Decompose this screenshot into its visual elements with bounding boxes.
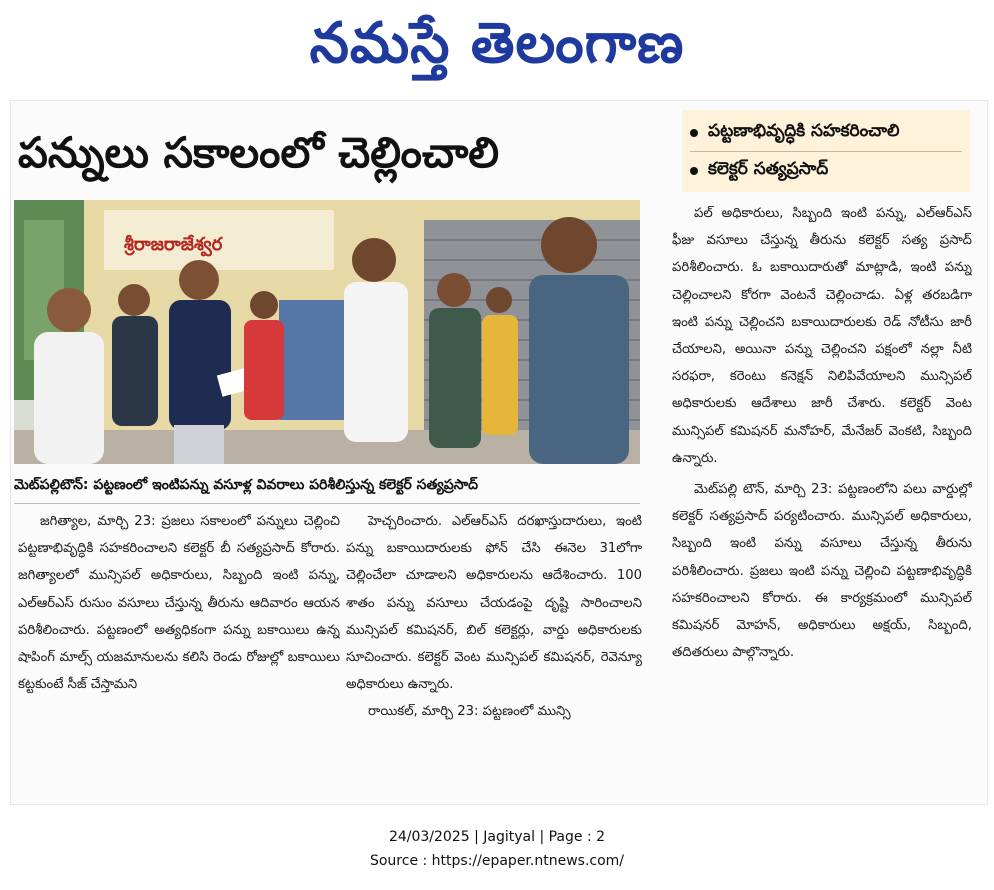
article-column-1 [18, 508, 340, 780]
highlights-box [682, 110, 970, 192]
photo-illustration [14, 200, 640, 464]
article-paragraph: మెట్‌పల్లి టౌన్, మార్చి 23: పట్టణంలోని పలు వార్డుల్లో కలెక్టర్ సత్యప్రసాద్ పర్యటించారు. మున్సిపల్ అధికారులు, సిబ్బంది ఇంటి పన్ను వసూలు చేస్తున్న తీరును పరిశీలించారు. ప్రజలు ఇంటి పన్ను చెల్లించి పట్టణాభివృద్ధికి సహకరించాలని కోరారు. ఈ కార్యక్రమంలో మున్సిపల్ కమిషనర్ మోహన్, అధికారులు అక్షయ్, సిబ్బంది, తదితరులు పాల్గొన్నారు. [672, 482, 972, 661]
shop-sign: శ్రీరాజరాజేశ్వర [124, 234, 223, 255]
bullet-icon [690, 167, 698, 175]
caption-rule [14, 503, 640, 504]
bullet-icon [690, 129, 698, 137]
article-column-2 [346, 508, 642, 780]
article-headline: పన్నులు సకాలంలో చెల్లించాలి [18, 128, 500, 177]
page-footer [0, 825, 994, 873]
article-paragraph: జగిత్యాల, మార్చి 23: ప్రజలు సకాలంలో పన్నులు చెల్లించి పట్టణాభివృద్ధికి సహకరించాలని కలెక్టర్ బీ సత్యప్రసాద్ కోరారు. జగిత్యాలలో మున్సిపల్ అధికారులు, సిబ్బంది ఇంటి పన్ను, ఎల్‌ఆర్‌ఎస్ రుసుం వసూలు చేస్తున్న తీరును ఆదివారం ఆయన పరిశీలించారు. పట్టణంలో అత్యధికంగా పన్ను బకాయిలు ఉన్న షాపింగ్ మాల్స్ యజమానులను కలిసి రెండు రోజుల్లో బకాయిలు కట్టకుంటే సీజ్ చేస్తామని [18, 514, 340, 693]
highlight-text: కలెక్టర్ సత్యప్రసాద్ [708, 158, 829, 179]
newspaper-logo: నమస్తే తెలంగాణ [309, 11, 685, 76]
highlight-item [690, 152, 962, 189]
photo-caption: మెట్‌పల్లిటౌన్: పట్టణంలో ఇంటిపన్ను వసూళ్ల వివరాలు పరిశీలిస్తున్న కలెక్టర్ సత్యప్రసాద్ [14, 477, 479, 493]
source-link[interactable]: Source : https://epaper.ntnews.com/ [369, 853, 625, 869]
highlight-item [690, 114, 962, 151]
edition-info: 24/03/2025 | Jagityal | Page : 2 [388, 829, 606, 845]
article-paragraph: రాయికల్, మార్చి 23: పట్టణంలో మున్సి [368, 704, 571, 720]
article-column-3 [672, 200, 972, 780]
article-paragraph: పల్ అధికారులు, సిబ్బంది ఇంటి పన్ను, ఎల్‌ఆర్‌ఎస్ ఫీజు వసూలు చేస్తున్న తీరును కలెక్టర్ సత్య ప్రసాద్ పరిశీలించారు. ఓ బకాయిదారుతో మాట్లాడి, ఇంటి పన్ను చెల్లించాలని కోరగా వెంటనే చెల్లించాడు. ఏళ్ల తరబడిగా ఇంటి పన్ను చెల్లించని బకాయిదారులకు రెడ్ నోటీసు జారీ చేయాలని, అయినా పన్ను చెల్లించని పక్షంలో నల్లా నీటి సరఫరా, కరెంటు కనెక్షన్ నిలిపివేయాలని మున్సిపల్ అధికారులకు ఆదేశాలు జారీ చేశారు. కలెక్టర్ వెంట మున్సిపల్ కమిషనర్ మనోహర్, మేనేజర్ వెంకటి, సిబ్బంది ఉన్నారు. [672, 206, 972, 466]
highlight-text: పట్టణాభివృద్ధికి సహకరించాలి [708, 120, 900, 141]
article-paragraph: హెచ్చరించారు. ఎల్‌ఆర్‌ఎస్ దరఖాస్తుదారులు, ఇంటి పన్ను బకాయిదారులకు ఫోన్ చేసి ఈనెల 31లోగా చెల్లించేలా చూడాలని అధికారులను ఆదేశించారు. 100 శాతం పన్ను వసూలు చేయడంపై దృష్టి సారించాలని మున్సిపల్ కమిషనర్, బిల్ కలెక్టర్లు, వార్డు అధికారులకు సూచించారు. కలెక్టర్ వెంట మున్సిపల్ కమిషనర్, రెవెన్యూ అధికారులు ఉన్నారు. [346, 514, 642, 693]
masthead [0, 4, 994, 84]
news-photo [14, 200, 640, 464]
